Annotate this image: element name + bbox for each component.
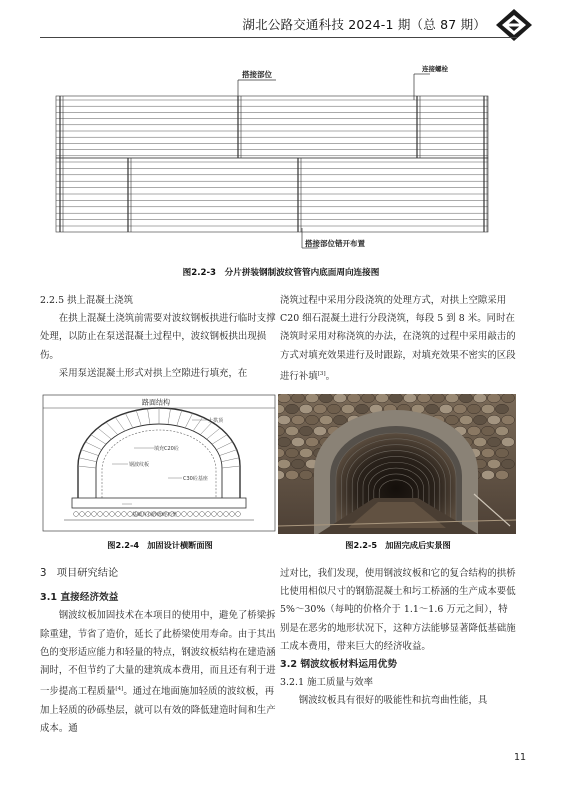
ref-3: [3] xyxy=(317,370,326,377)
paragraph-quality: 钢波纹板具有很好的吸能性和抗弯曲性能，具 xyxy=(298,695,488,707)
figure-culvert-photo xyxy=(278,394,516,534)
subheading-3-2: 3.2 钢波纹板材料运用优势 xyxy=(280,659,397,671)
figure2-caption: 图2.2-4 加固设计横断面图 xyxy=(107,540,213,550)
header-rule xyxy=(40,37,518,38)
label-gravel-base: 基础片石砂砾碎石垫 xyxy=(132,512,178,518)
paragraph-pump: 采用泵送混凝土形式对拱上空隙进行填充，在 xyxy=(58,367,248,379)
label-c30-base: C30砼基座 xyxy=(183,476,208,482)
label-corrugated-plate: 钢波纹板 xyxy=(129,462,150,468)
subheading-3-1: 3.1 直接经济效益 xyxy=(40,592,119,604)
paragraph-support: 在拱上混凝土浇筑前需要对波纹钢板拱进行临时支撑处理，以防止在泵送混凝土过程中，波纹钢板拱出现损伤。 xyxy=(40,313,276,361)
label-staggered-joint: 搭接部位错开布置 xyxy=(305,239,365,248)
figure-pipe-connection-drawing xyxy=(42,60,520,260)
right-column-lower xyxy=(280,565,516,711)
left-column-lower xyxy=(40,565,276,738)
label-c20-fill: 填充C20砼 xyxy=(154,446,179,452)
figure1-caption: 图2.2-3 分片拼装钢制波纹管管内底面周向连接图 xyxy=(182,268,380,278)
ref-4: [4] xyxy=(115,686,124,693)
paragraph-economic: 钢波纹板加固技术在本项目的使用中，避免了桥梁拆除重建，节省了造价，延长了此桥梁使用寿命。由于其出色的变形适应能力和轻量的特点，钢波纹板结构在建造涵洞时，不但节约了大量的建筑成本费用，而且还有利于进一步提高工程质量[4]。通过在地面施加轻质的波纹板，再加上轻质的砂砾垫层，就可以有效的降低建造时间和生产成本。通 xyxy=(40,610,276,734)
journal-title: 湖北公路交通科技 2024-1 期（总 87 期） xyxy=(242,17,486,32)
label-road-structure: 路面结构 xyxy=(142,398,170,407)
figure3-caption: 图2.2-5 加固完成后实景图 xyxy=(345,540,451,550)
subheading-2-2-5: 2.2.5 拱上混凝土浇筑 xyxy=(40,295,134,306)
right-column-top xyxy=(280,292,516,386)
label-lap-joint: 搭接部位 xyxy=(242,70,272,79)
section-3-heading: 3 项目研究结论 xyxy=(40,568,119,579)
figure-cross-section-drawing xyxy=(42,394,276,532)
label-earth-arch: 土拱顶 xyxy=(208,418,224,424)
paragraph-pour: 浇筑过程中采用分段浇筑的处理方式，对拱上空隙采用 C20 细石混凝土进行分段浇筑，每段 5 到 8 米。同时在浇筑时采用对称浇筑的办法，在浇筑的过程中采用敲击的方式对填充效果进行及时跟踪，对填充效果不密实的区段进行补填[3]。 xyxy=(280,295,516,382)
page-number: 11 xyxy=(514,752,527,763)
paragraph-comparison: 过对比，我们发现，使用钢波纹板和它的复合结构的拱桥比使用相似尺寸的钢筋混凝土和圬工桥涵的生产成本要低 5%～30%（每吨的价格介于 1.1～1.6 万元之间），特别是在恶劣的地形状况下，这种方法能够显著降低基础施工成本费用，带来巨大的经济收益。 xyxy=(280,568,516,652)
left-column xyxy=(40,292,276,383)
label-bolt: 连接螺栓 xyxy=(422,65,448,73)
subheading-3-2-1: 3.2.1 施工质量与效率 xyxy=(280,677,374,689)
